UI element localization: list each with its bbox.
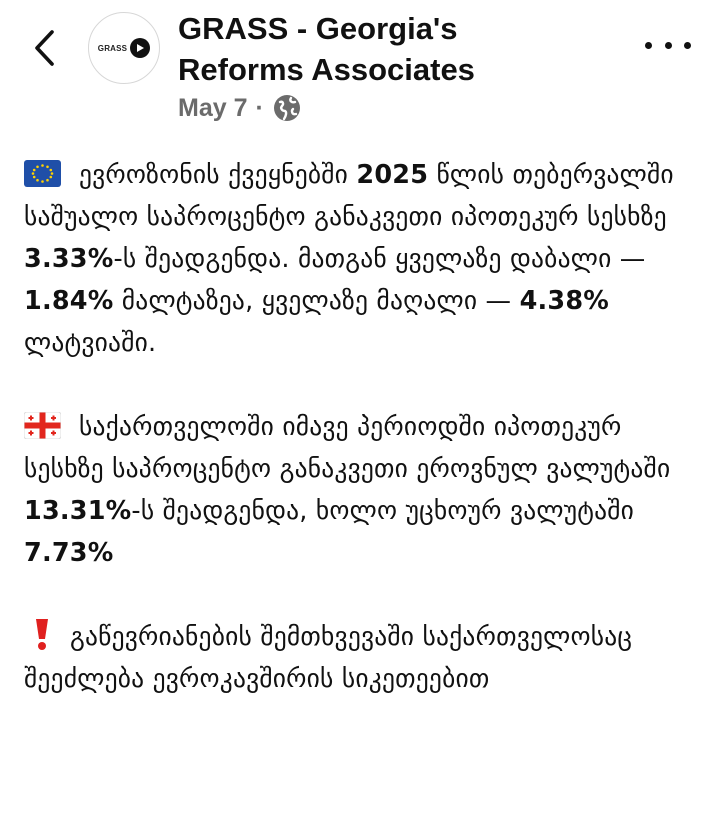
post-paragraph-alert (24, 616, 700, 700)
post-header (0, 0, 711, 140)
paragraph-gap (24, 364, 700, 406)
post-text: -ს შეადგენდა. მათგან ყველაზე დაბალი — (113, 244, 646, 274)
more-dot (665, 42, 672, 49)
post-paragraph-eu (24, 154, 700, 364)
post-number: 4.38% (519, 286, 610, 316)
page-name-line1: GRASS - Georgia's (178, 11, 458, 46)
post-number: 2025 (356, 160, 429, 190)
post-number: 1.84% (24, 286, 114, 316)
back-button[interactable] (26, 26, 62, 70)
page-name-link[interactable] (178, 8, 618, 90)
post-text: გაწევრიანების შემთხვევაში საქართველოსაც შეეძლება ევროკავშირის სიკეთეებით (24, 622, 633, 694)
post-text: ლატვიაში. (24, 328, 157, 358)
post-paragraph-georgia (24, 406, 700, 574)
post-number: 3.33% (24, 244, 114, 274)
post-text: ევროზონის ქვეყნებში (79, 160, 357, 190)
post-text: -ს შეადგენდა, ხოლო უცხოურ ვალუტაში (131, 496, 635, 526)
post-text: მალტაზეა, ყველაზე მაღალი — (113, 286, 520, 316)
post-number: 7.73% (24, 538, 114, 568)
post-meta (178, 91, 302, 125)
page-avatar[interactable] (88, 12, 160, 84)
post-date[interactable]: May 7 (178, 93, 248, 122)
more-dot (684, 42, 691, 49)
more-options-button[interactable] (645, 28, 691, 62)
post-number: 13.31% (24, 496, 132, 526)
play-logo-icon (130, 38, 150, 58)
post-text: საქართველოში იმავე პერიოდში იპოთეკურ სესხზე საპროცენტო განაკვეთი ეროვნულ ვალუტაში (24, 412, 671, 484)
avatar-logo-text: GRASS (97, 43, 128, 53)
exclamation-icon (32, 617, 52, 651)
chevron-left-icon (33, 29, 55, 67)
eu-flag-icon (24, 160, 61, 187)
georgia-flag-icon (24, 412, 61, 439)
post-text: წლის თებერვალში საშუალო საპროცენტო განაკვეთი იპოთეკურ სესხზე (24, 160, 674, 232)
more-dot (645, 42, 652, 49)
post-body (24, 154, 700, 700)
globe-icon (272, 93, 302, 123)
page-name-line2: Reforms Associates (178, 52, 475, 87)
meta-separator: · (255, 93, 264, 122)
paragraph-gap (24, 574, 700, 616)
